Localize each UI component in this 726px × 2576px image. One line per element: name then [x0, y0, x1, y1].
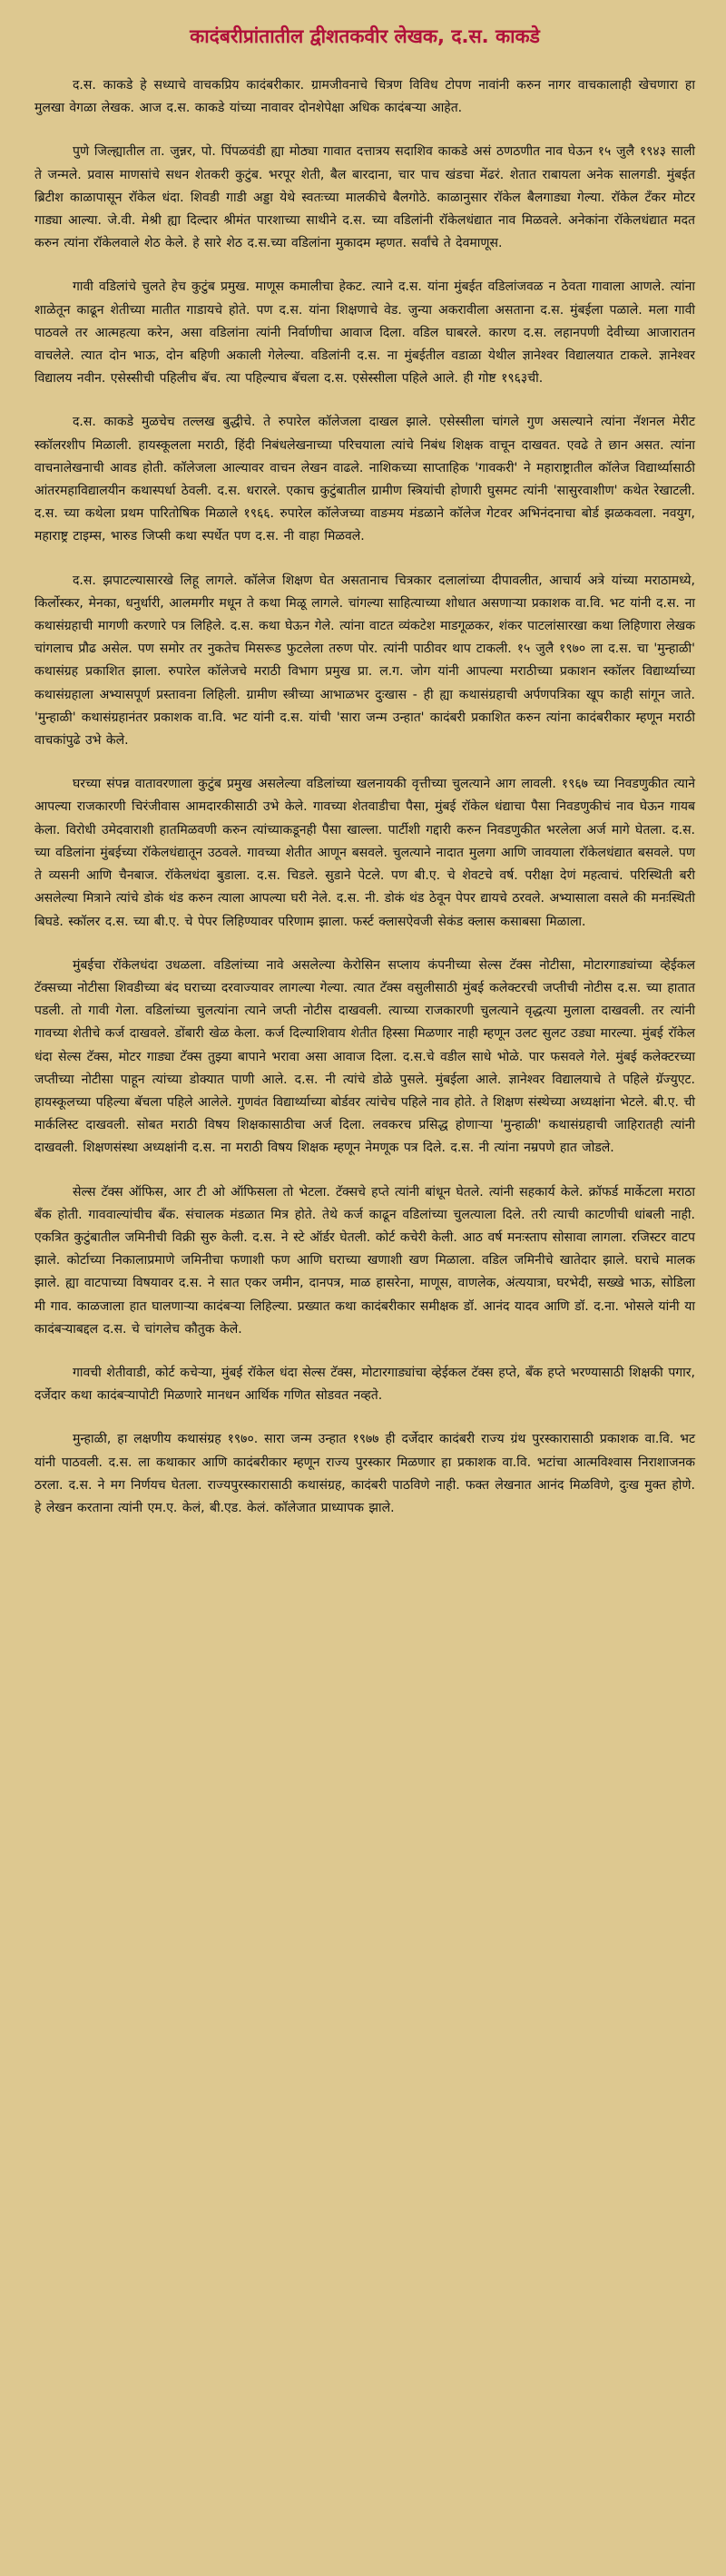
- article-paragraph: सेल्स टॅक्स ऑफिस, आर टी ओ ऑफिसला तो भेटला. टॅक्सचे हप्ते त्यांनी बांधून घेतले. त्यांनी सहकार्य केले. क्रॉफर्ड मार्केटला मराठा बँक होती. गाववाल्यांचीच बँक. संचालक मंडळात मित्र होते. तेथे कर्ज काढून वडिलांच्या चुलत्याला दिले. तरी त्याची काटणीची धांबली नाही. एकत्रित कुटुंबातील जमिनीची विक्री सुरु केली. द.स. ने स्टे ऑर्डर घेतली. कोर्ट कचेरी केली. आठ वर्ष मनःस्ताप सोसावा लागला. रजिस्टर वाटप झाले. कोर्टाच्या निकालाप्रमाणे जमिनीचा फणाशी फण आणि घराच्या खणाशी खण मिळाला. वडिल जमिनीचे खातेदार झाले. घराचे मालक झाले. ह्या वाटपाच्या विषयावर द.स. ने सात एकर जमीन, दानपत्र, माळ हासरेना, माणूस, वाणलेक, अंत्ययात्रा, घरभेदी, सख्खे भाऊ, सोडिला मी गाव. काळजाला हात घालणाऱ्या कादंबऱ्या लिहिल्या. प्रख्यात कथा कादंबरीकार समीक्षक डॉ. आनंद यादव आणि डॉ. द.ना. भोसले यांनी या कादंबऱ्याबद्दल द.स. चे चांगलेच कौतुक केले.: [34, 1184, 695, 1337]
- article-paragraph: गावची शेतीवाडी, कोर्ट कचेऱ्या, मुंबई रॉकेल धंदा सेल्स टॅक्स, मोटारगाड्यांचा व्हेईकल टॅक्स हप्ते, बँक हप्ते भरण्यासाठी शिक्षकी पगार, दर्जेदार कथा कादंबऱ्यापोटी मिळणारे मानधन आर्थिक गणित सोडवत नव्हते.: [34, 1365, 695, 1404]
- article-title: कादंबरीप्रांतातील द्वीशतकवीर लेखक, द.स. काकडे: [190, 25, 540, 47]
- article-paragraph: गावी वडिलांचे चुलते हेच कुटुंब प्रमुख. माणूस कमालीचा हेकट. त्याने द.स. यांना मुंबईत वडिलांजवळ न ठेवता गावाला आणले. त्यांना शाळेतून काढून शेतीच्या मातीत गाडायचे होते. पण द.स. यांना शिक्षणाचे वेड. जुन्या अकरावीला असताना द.स. मुंबईला पळाले. मला गावी पाठवले तर आत्महत्या करेन, असा वडिलांना त्यांनी निर्वाणीचा आवाज दिला. वडिल घाबरले. कारण द.स. लहानपणी देवीच्या आजारातन वाचलेले. त्यात दोन भाऊ, दोन बहिणी अकाली गेलेल्या. वडिलांनी द.स. ना मुंबईतील वडाळा येथील ज्ञानेश्वर विद्यालयात टाकले. ज्ञानेश्वर विद्यालय नवीन. एसेस्सीची पहिलीच बॅच. त्या पहिल्याच बॅचला द.स. एसेस्सीला पहिले आले. ही गोष्ट १९६३ची.: [34, 279, 695, 387]
- article-paragraph: द.स. झपाटल्यासारखे लिहू लागले. कॉलेज शिक्षण घेत असतानाच चित्रकार दलालांच्या दीपावलीत, आचार्य अत्रे यांच्या मराठामध्ये, किर्लोस्कर, मेनका, धनुर्धारी, आलमगीर मधून ते कथा मिळू लागले. चांगल्या साहित्याच्या शोधात असणाऱ्या प्रकाशक वा.वि. भट यांनी द.स. ना कथासंग्रहाची मागणी करणारे पत्र लिहिले. द.स. कथा घेऊन गेले. त्यांना वाटत व्यंकटेश माडगूळकर, शंकर पाटलांसारखा कथा लिहिणारा लेखक चांगलाच प्रौढ असेल. पण समोर तर नुकतेच मिसरूड फुटलेला तरुण पोर. त्यांनी पाठीवर थाप टाकली. १५ जुलै १९७० ला द.स. चा 'मुन्हाळी' कथासंग्रह प्रकाशित झाला. रुपारेल कॉलेजचे मराठी विभाग प्रमुख प्रा. ल.ग. जोग यांनी आपल्या मराठीच्या प्रकाशन स्कॉलर विद्यार्थ्याच्या कथासंग्रहाला अभ्यासपूर्ण प्रस्तावना लिहिली. ग्रामीण स्त्रीच्या आभाळभर दुःखास - ही ह्या कथासंग्रहाची अर्पणपत्रिका खूप काही सांगून जाते. 'मुन्हाळी' कथासंग्रहानंतर प्रकाशक वा.वि. भट यांनी द.स. यांची 'सारा जन्म उन्हात' कादंबरी प्रकाशित करुन त्यांना कादंबरीकार म्हणून मराठी वाचकांपुढे उभे केले.: [34, 573, 695, 749]
- article-paragraph: द.स. काकडे मुळचेच तल्लख बुद्धीचे. ते रुपारेल कॉलेजला दाखल झाले. एसेस्सीला चांगले गुण असल्याने त्यांना नॅशनल मेरीट स्कॉलरशीप मिळाली. हायस्कूलला मराठी, हिंदी निबंधलेखनाच्या परिचयाला त्यांचे निबंध शिक्षक वाचून दाखवत. एवढे ते छान असत. त्यांना वाचनालेखनाची आवड होती. कॉलेजला आल्यावर वाचन लेखन वाढले. नाशिकच्या साप्ताहिक 'गावकरी' ने महाराष्ट्रातील कॉलेज विद्यार्थ्यासाठी आंतरमहाविद्यालयीन कथास्पर्धा ठेवली. द.स. धरारले. एकाच कुटुंबातील ग्रामीण स्त्रियांची होणारी घुसमट त्यांनी 'सासुरवाशीण' कथेत रेखाटली. द.स. च्या कथेला प्रथम पारितोषिक मिळाले १९६६. रुपारेल कॉलेजच्या वाङमय मंडळाने कॉलेज गेटवर अभिनंदनाचा बोर्ड झळकवला. नवयुग, महाराष्ट्र टाइम्स, भारुड जिप्सी कथा स्पर्धेत पण द.स. नी वाहा मिळवले.: [34, 415, 695, 544]
- article-paragraph: मुन्हाळी, हा लक्षणीय कथासंग्रह १९७०. सारा जन्म उन्हात १९७७ ही दर्जेदार कादंबरी राज्य ग्रंथ पुरस्कारासाठी प्रकाशक वा.वि. भट यांनी पाठवली. द.स. ला कथाकार आणि कादंबरीकार म्हणून राज्य पुरस्कार मिळणार हा प्रकाशक वा.वि. भटांचा आत्मविश्वास निराशाजनक ठरला. द.स. ने मग निर्णयच घेतला. राज्यपुरस्कारासाठी कथासंग्रह, कादंबरी पाठविणे नाही. फक्त लेखनात आनंद मिळविणे, दुःख मुक्त होणे. हे लेखन करताना त्यांनी एम.ए. केलं, बी.एड. केलं. कॉलेजात प्राध्यापक झाले.: [34, 1432, 695, 1515]
- article-paragraph: घरच्या संपन्न वातावरणाला कुटुंब प्रमुख असलेल्या वडिलांच्या खलनायकी वृत्तीच्या चुलत्याने आग लावली. १९६७ च्या निवडणुकीत त्याने आपल्या राजकारणी चिरंजीवास आमदारकीसाठी उभे केले. गावच्या शेतवाडीचा पैसा, मुंबई रॉकेल धंद्याचा पैसा निवडणुकीचं नाव घेऊन गायब केला. विरोधी उमेदवाराशी हातमिळवणी करुन त्यांच्याकडूनही पैसा खाल्ला. पार्टीशी गद्दारी करुन निवडणुकीत भरलेला अर्ज मागे घेतला. द.स. च्या वडिलांना मुंबईच्या रॉकेलधंद्यातून उठवले. गावच्या शेतीत आणून बसवले. चुलत्याने नादात मुलगा आणि जावयाला रॉकेलधंद्यात बसवले. पण ते व्यसनी आणि चैनबाज. रॉकेलधंदा बुडाला. द.स. चिडले. सुडाने पेटले. पण बी.ए. चे शेवटचे वर्ष. परीक्षा देणं महत्वाचं. परिस्थिती बरी असलेल्या मित्राने त्यांचे डोकं थंड करुन त्याला आपल्या घरी नेले. द.स. नी. डोकं थंड ठेवून पेपर द्यायचे ठरवले. अभ्यासाला वसले की मनःस्थिती बिघडे. स्कॉलर द.स. च्या बी.ए. चे पेपर लिहिण्यावर परिणाम झाला. फर्स्ट क्लासऐवजी सेकंड क्लास कसाबसा मिळाला.: [34, 777, 695, 929]
- article-paragraph: पुणे जिल्ह्यातील ता. जुन्नर, पो. पिंपळवंडी ह्या मोठ्या गावात दत्तात्रय सदाशिव काकडे असं ठणठणीत नाव घेऊन १५ जुलै १९४३ साली ते जन्मले. प्रवास माणसांचे सधन शेतकरी कुटुंब. भरपूर शेती, बैल बारदाना, चार पाच खंडचा मेंढरं. शेतात राबायला अनेक सालगडी. मुंबईत ब्रिटीश काळापासून रॉकेल धंदा. शिवडी गाडी अड्डा येथे स्वतःच्या मालकीचे बैलगोठे. काळानुसार रॉकेल बैलगाड्या गेल्या. रॉकेल टँकर मोटर गाड्या आल्या. जे.वी. मेश्री ह्या दिल्दार श्रीमंत पारशाच्या साथीने द.स. च्या वडिलांनी रॉकेलधंद्यात नाव मिळवले. अनेकांना रॉकेलधंद्यात मदत करुन त्यांना रॉकेलवाले शेठ केले. हे सारे शेठ द.स.च्या वडिलांना मुकादम म्हणत. सर्वांचे ते देवमाणूस.: [34, 144, 695, 251]
- article-paragraph: द.स. काकडे हे सध्याचे वाचकप्रिय कादंबरीकार. ग्रामजीवनाचे चित्रण विविध टोपण नावांनी करुन नागर वाचकालाही खेचणारा हा मुलखा वेगळा लेखक. आज द.स. काकडे यांच्या नावावर दोनशेपेक्षा अधिक कादंबऱ्या आहेत.: [34, 78, 695, 116]
- article-paragraph: मुंबईचा रॉकेलधंदा उधळला. वडिलांच्या नावे असलेल्या केरोसिन सप्लाय कंपनीच्या सेल्स टॅक्स नोटीसा, मोटारगाड्यांच्या व्हेईकल टॅक्सच्या नोटीसा शिवडीच्या बंद घराच्या दरवाज्यावर लागल्या गेल्या. त्यात टॅक्स वसुलीसाठी मुंबई कलेक्टरची जप्तीची नोटीस द.स. च्या हातात पडली. तो गावी गेला. वडिलांच्या चुलत्यांना त्याने जप्ती नोटीस दाखवली. त्याच्या राजकारणी चुलत्याने वृद्धत्या मुलाला दाखवली. तर त्यांनी गावच्या शेतीचे कर्ज दाखवले. डोंबारी खेळ केला. कर्ज दिल्याशिवाय शेतीत हिस्सा मिळणार नाही म्हणून उलट सुलट उड्या मारल्या. मुंबई रॉकेल धंदा सेल्स टॅक्स, मोटर गाड्या टॅक्स तुझ्या बापाने भरावा असा आवाज दिला. द.स.चे वडील साधे भोळे. पार फसवले गेले. मुंबई कलेक्टरच्या जप्तीच्या नोटीसा पाहून त्यांच्या डोक्यात पाणी आले. द.स. नी त्यांचे डोळे पुसले. मुंबईला आले. ज्ञानेश्वर विद्यालयाचे ते पहिले ग्रॅज्युएट. हायस्कूलच्या पहिल्या बॅचला पहिले आलेले. गुणवंत विद्यार्थ्याच्या बोर्डवर त्यांचेच पहिले नाव होते. ते शिक्षण संस्थेच्या अध्यक्षांना भेटले. बी.ए. ची मार्कलिस्ट दाखवली. सोबत मराठी विषय शिक्षकासाठीचा अर्ज दिला. लवकरच प्रसिद्ध होणाऱ्या 'मुन्हाळी' कथासंग्रहाची जाहिरातही त्यांनी दाखवली. शिक्षणसंस्था अध्यक्षांनी द.स. ना मराठी विषय शिक्षक म्हणून नेमणूक पत्र दिले. द.स. नी त्यांना नम्रपणे हात जोडले.: [34, 957, 695, 1156]
